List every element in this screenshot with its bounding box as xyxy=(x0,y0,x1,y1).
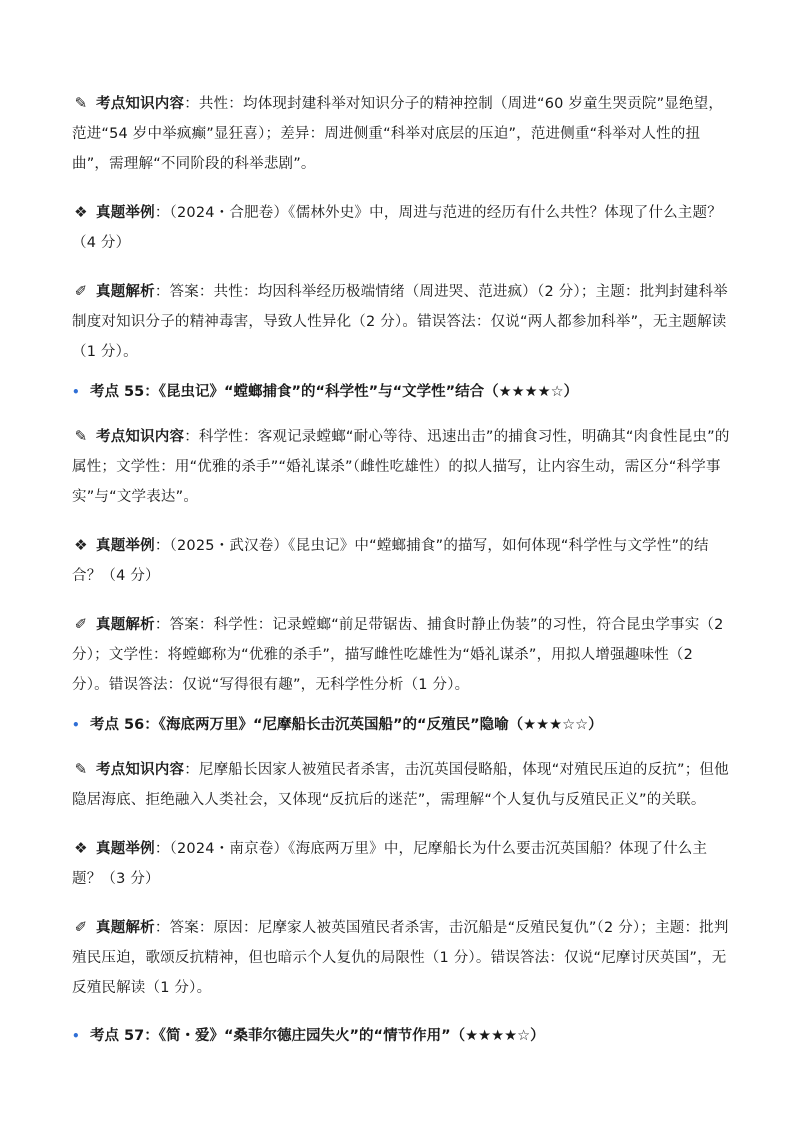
section-heading xyxy=(72,710,732,740)
paragraph-text: ：科学性：客观记录螳螂“耐心等待、迅速出击”的捕食习性，明确其“肉食性昆虫”的属性；文学性：用“优雅的杀手”“婚礼谋杀”（雌性吃雄性）的拟人描写，让内容生动，需区分“科学事实”与“文学表达”。 xyxy=(72,429,730,505)
paragraph-text: ：（2024・南京卷）《海底两万里》中，尼摩船长为什么要击沉英国船？体现了什么主题？（3 分） xyxy=(72,841,708,887)
paragraph-label: 真题举例 xyxy=(96,538,155,554)
knowledge-paragraph xyxy=(72,421,732,512)
ruler-pencil-icon: ✐ xyxy=(74,615,88,633)
bullet-icon: • xyxy=(72,718,80,732)
analysis-paragraph xyxy=(72,912,732,1003)
paragraph-text: ：尼摩船长因家人被殖民者杀害，击沉英国侵略船，体现“对殖民压迫的反抗”；但他隐居海底、拒绝融入人类社会，又体现“反抗后的迷茫”，需理解“个人复仇与反殖民正义”的关联。 xyxy=(72,762,729,808)
paragraph-label: 真题解析 xyxy=(96,920,155,936)
diamond-icon: ❖ xyxy=(74,203,88,221)
example-paragraph xyxy=(72,197,732,258)
paragraph-text: ：共性：均体现封建科举对知识分子的精神控制（周进“60 岁童生哭贡院”显绝望，范进“54 岁中举疯癫”显狂喜）；差异：周进侧重“科举对底层的压迫”，范进侧重“科举对人性的扭曲”，需理解“不同阶段的科举悲剧”。 xyxy=(72,96,724,172)
diamond-icon: ❖ xyxy=(74,536,88,554)
knowledge-paragraph xyxy=(72,88,732,179)
document-page xyxy=(72,88,732,1065)
pencil-icon: ✎ xyxy=(74,760,88,778)
heading-text: 考点 57：《简・爱》“桑菲尔德庄园失火”的“情节作用”（★★★★☆） xyxy=(90,1028,545,1044)
paragraph-text: ：答案：原因：尼摩家人被英国殖民者杀害，击沉船是“反殖民复仇”（2 分）；主题：批判殖民压迫，歌颂反抗精神，但也暗示个人复仇的局限性（1 分）。错误答法：仅说“尼摩讨厌英国”，无反殖民解读（1 分）。 xyxy=(72,920,729,996)
ruler-pencil-icon: ✐ xyxy=(74,918,88,936)
bullet-icon: • xyxy=(72,1029,80,1043)
ruler-pencil-icon: ✐ xyxy=(74,282,88,300)
analysis-paragraph xyxy=(72,609,732,700)
diamond-icon: ❖ xyxy=(74,839,88,857)
heading-text: 考点 56：《海底两万里》“尼摩船长击沉英国船”的“反殖民”隐喻（★★★☆☆） xyxy=(90,717,603,733)
paragraph-label: 考点知识内容 xyxy=(96,429,185,445)
knowledge-paragraph xyxy=(72,754,732,815)
paragraph-text: ：答案：共性：均因科举经历极端情绪（周进哭、范进疯）（2 分）；主题：批判封建科举制度对知识分子的精神毒害，导致人性异化（2 分）。错误答法：仅说“两人都参加科举”，无主题解读（1 分）。 xyxy=(72,284,728,360)
paragraph-label: 真题解析 xyxy=(96,617,155,633)
paragraph-text: ：（2025・武汉卷）《昆虫记》中“螳螂捕食”的描写，如何体现“科学性与文学性”的结合？（4 分） xyxy=(72,538,709,584)
paragraph-label: 真题举例 xyxy=(96,841,155,857)
paragraph-text: ：答案：科学性：记录螳螂“前足带锯齿、捕食时静止伪装”的习性，符合昆虫学事实（2 分）；文学性：将螳螂称为“优雅的杀手”，描写雌性吃雄性为“婚礼谋杀”，用拟人增强趣味性（2 分）。错误答法：仅说“写得很有趣”，无科学性分析（1 分）。 xyxy=(72,617,724,693)
heading-text: 考点 55：《昆虫记》“螳螂捕食”的“科学性”与“文学性”结合（★★★★☆） xyxy=(90,384,579,400)
bullet-icon: • xyxy=(72,385,80,399)
analysis-paragraph xyxy=(72,276,732,367)
paragraph-label: 考点知识内容 xyxy=(96,96,185,112)
paragraph-label: 真题解析 xyxy=(96,284,155,300)
example-paragraph xyxy=(72,833,732,894)
paragraph-text: ：（2024・合肥卷）《儒林外史》中，周进与范进的经历有什么共性？体现了什么主题？（4 分） xyxy=(72,205,722,251)
section-heading xyxy=(72,1021,732,1051)
pencil-icon: ✎ xyxy=(74,94,88,112)
pencil-icon: ✎ xyxy=(74,427,88,445)
paragraph-label: 真题举例 xyxy=(96,205,155,221)
paragraph-label: 考点知识内容 xyxy=(96,762,185,778)
example-paragraph xyxy=(72,530,732,591)
section-heading xyxy=(72,377,732,407)
